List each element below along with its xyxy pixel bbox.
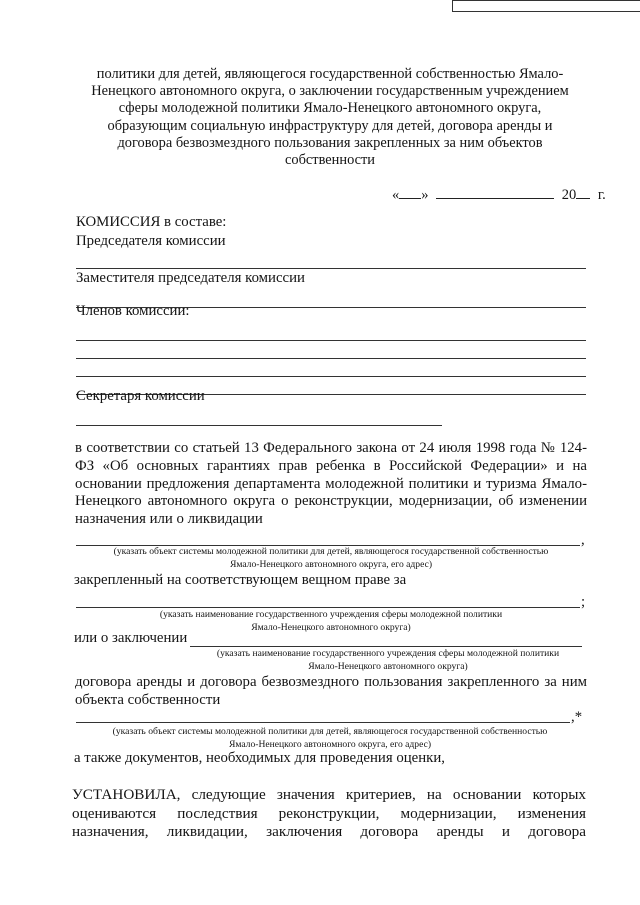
chair-label: Председателя комиссии bbox=[76, 233, 226, 249]
object-field-note bbox=[76, 546, 586, 571]
lease-object-field-line[interactable] bbox=[76, 722, 570, 723]
established-paragraph bbox=[72, 786, 586, 842]
corner-frame-mark bbox=[452, 0, 640, 12]
paragraph-line: в соответствии со статьей 13 Федерального закона от 24 июля 1998 года № 124- bbox=[75, 440, 587, 456]
note-line: Ямало-Ненецкого автономного округа) bbox=[308, 660, 468, 672]
lease-object-field-note bbox=[76, 726, 584, 751]
paragraph-line: назначения или о ликвидации bbox=[75, 511, 263, 528]
chair-line[interactable] bbox=[76, 268, 586, 269]
paragraph-line: оцениваются последствия реконструкции, модернизации, изменения bbox=[72, 804, 586, 822]
documents-text: а также документов, необходимых для проведения оценки, bbox=[74, 750, 445, 766]
note-line: Ямало-Ненецкого автономного округа, его адрес) bbox=[229, 558, 433, 570]
conclusion-text: или о заключении bbox=[74, 630, 188, 646]
members-label: Членов комиссии: bbox=[76, 303, 190, 319]
conclusion-field-line[interactable] bbox=[190, 646, 582, 647]
document-heading bbox=[70, 66, 590, 169]
note-line: (указать объект системы молодежной политики для детей, являющегося государственной собственностью bbox=[113, 546, 549, 557]
heading-line: Ненецкого автономного округа, о заключении государственным учреждением bbox=[91, 83, 569, 100]
year-suffix: г. bbox=[597, 187, 606, 203]
paragraph-line: ФЗ «Об основных гарантиях прав ребенка в Российской Федерации» и на bbox=[75, 457, 587, 474]
note-line: (указать наименование государственного учреждения сферы молодежной политики bbox=[216, 648, 560, 659]
year-prefix: 20 bbox=[561, 187, 577, 203]
date-line bbox=[392, 186, 606, 204]
date-close-quote: » bbox=[421, 187, 429, 203]
lease-paragraph bbox=[75, 674, 587, 710]
institution-field-line[interactable] bbox=[76, 607, 580, 608]
member-line-3[interactable] bbox=[76, 376, 586, 377]
year-blank[interactable] bbox=[576, 186, 590, 199]
note-line: (указать наименование государственного учреждения сферы молодежной политики bbox=[159, 609, 503, 620]
paragraph-line: основании предложения департамента молодежной политики и туризма Ямало- bbox=[75, 475, 587, 492]
assigned-text: закрепленный на соответствующем вещном праве за bbox=[74, 572, 407, 588]
secretary-label: Секретаря комиссии bbox=[76, 388, 205, 404]
date-open-quote: « bbox=[392, 187, 400, 203]
paragraph-line: объекта собственности bbox=[75, 691, 221, 708]
paragraph-line: УСТАНОВИЛА, следующие значения критериев, на основании которых bbox=[72, 786, 586, 803]
commission-title: КОМИССИЯ в составе: bbox=[76, 214, 227, 230]
basis-paragraph bbox=[75, 440, 587, 529]
heading-line: собственности bbox=[284, 152, 375, 169]
institution-field-trail: ; bbox=[581, 594, 586, 610]
conclusion-field-note bbox=[190, 648, 586, 673]
note-line: Ямало-Ненецкого автономного округа, его адрес) bbox=[228, 738, 432, 750]
paragraph-line: Ненецкого автономного округа о реконструкции, модернизации, об изменении bbox=[75, 493, 587, 510]
note-line: (указать объект системы молодежной политики для детей, являющегося государственной собственностью bbox=[112, 726, 548, 737]
paragraph-line: назначения, ликвидации, заключения договора аренды и договора bbox=[72, 823, 586, 841]
lease-object-field-trail: ,* bbox=[571, 709, 583, 725]
day-blank[interactable] bbox=[399, 186, 421, 199]
heading-line: сферы молодежной политики Ямало-Ненецкого автономного округа, bbox=[118, 100, 542, 117]
note-line: Ямало-Ненецкого автономного округа) bbox=[251, 621, 411, 633]
heading-line: образующим социальную инфраструктуру для детей, договора аренды и bbox=[107, 117, 553, 134]
deputy-label: Заместителя председателя комиссии bbox=[76, 270, 305, 286]
member-line-2[interactable] bbox=[76, 358, 586, 359]
member-line-1[interactable] bbox=[76, 340, 586, 341]
secretary-line[interactable] bbox=[76, 425, 442, 426]
paragraph-line: договора аренды и договора безвозмездного пользования закрепленного за ним bbox=[75, 674, 587, 690]
month-blank[interactable] bbox=[436, 186, 554, 199]
object-field-trail: , bbox=[581, 532, 585, 548]
heading-line: политики для детей, являющегося государственной собственностью Ямало- bbox=[96, 66, 564, 82]
heading-line: договора безвозмездного пользования закрепленных за ним объектов bbox=[117, 134, 543, 151]
